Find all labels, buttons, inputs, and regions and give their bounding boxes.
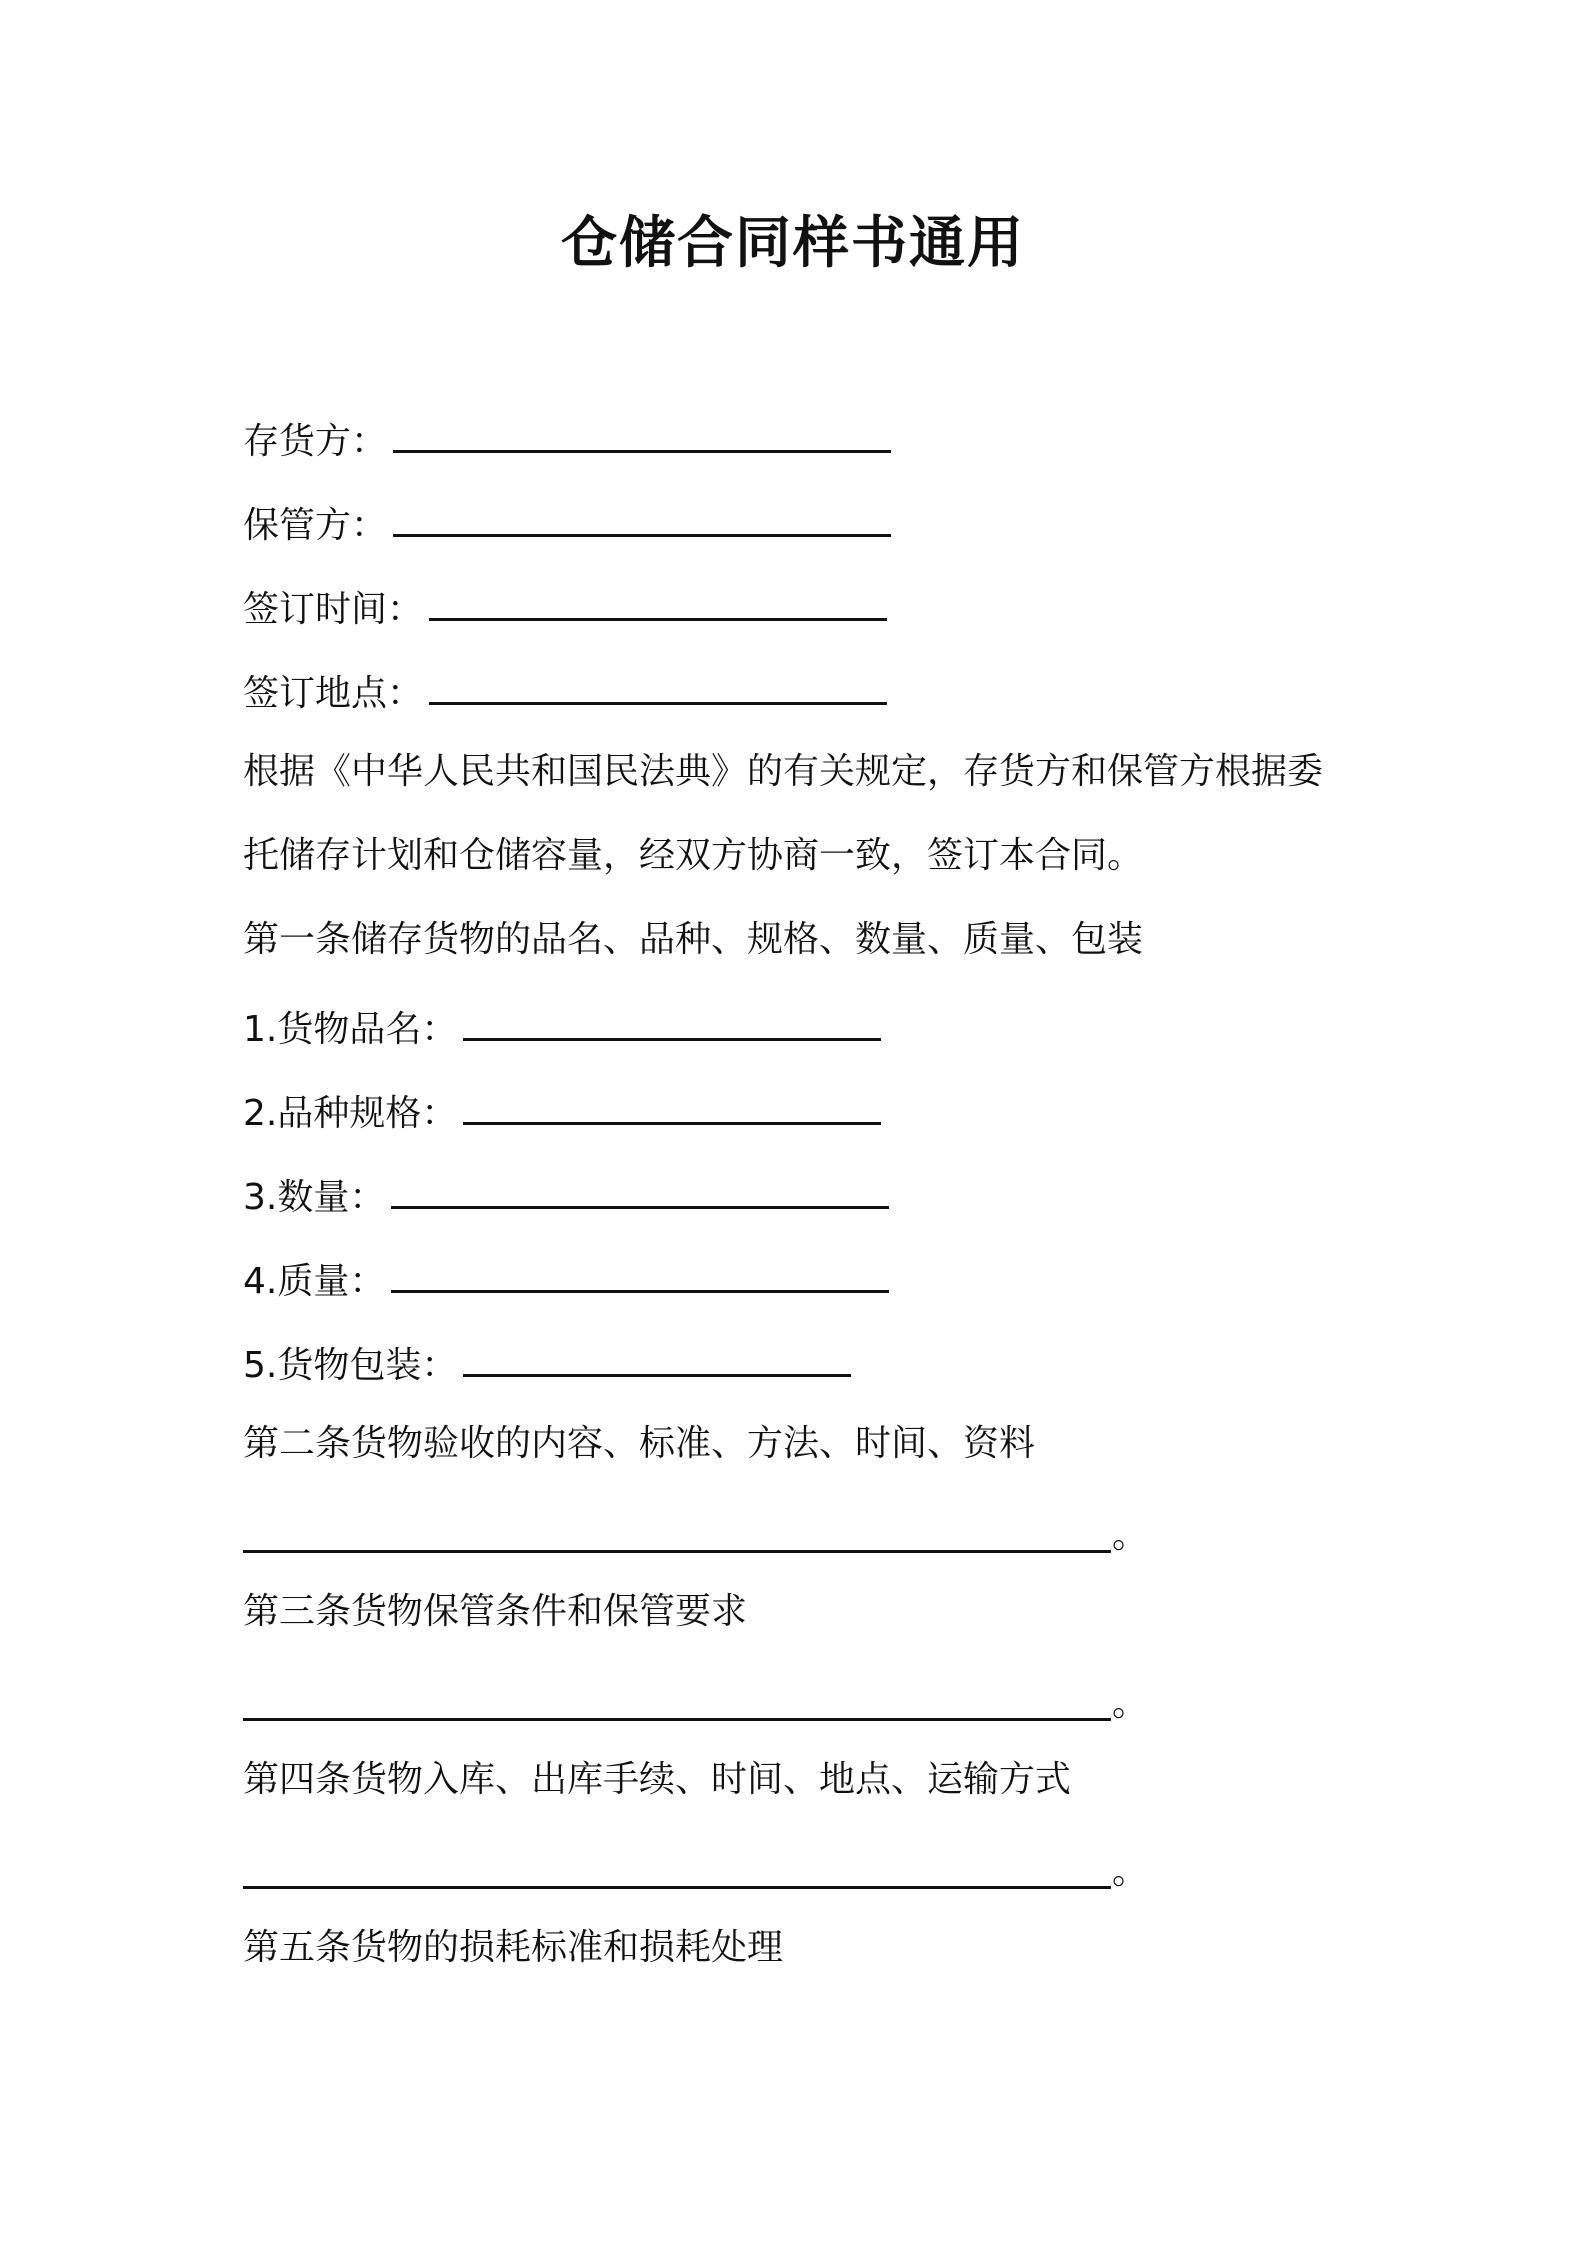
fill-blank bbox=[393, 496, 891, 537]
item-goods-name bbox=[243, 1000, 881, 1054]
document-title: 仓储合同样书通用 bbox=[561, 211, 1025, 276]
fill-blank bbox=[463, 1084, 881, 1125]
article-4-fill-blank bbox=[243, 1886, 1111, 1889]
article-4-heading: 第四条货物入库、出库手续、时间、地点、运输方式 bbox=[243, 1759, 1072, 1800]
field-custodian bbox=[243, 496, 891, 550]
field-signing-place bbox=[243, 664, 887, 718]
article-3-heading: 第三条货物保管条件和保管要求 bbox=[243, 1591, 748, 1632]
field-signing-date bbox=[243, 580, 887, 634]
article-2-fill-blank bbox=[243, 1550, 1111, 1553]
fill-blank bbox=[463, 1336, 851, 1377]
field-depositor bbox=[243, 412, 891, 466]
article-3-fill-blank bbox=[243, 1718, 1111, 1721]
fill-blank bbox=[391, 1252, 889, 1293]
item-label: 5.货物包装： bbox=[243, 1345, 458, 1386]
item-packaging bbox=[243, 1336, 851, 1390]
field-label: 签订地点： bbox=[243, 673, 424, 714]
fill-blank bbox=[429, 580, 887, 621]
field-label: 签订时间： bbox=[243, 589, 424, 630]
fill-blank bbox=[463, 1000, 881, 1041]
field-label: 存货方： bbox=[243, 421, 388, 462]
item-quantity bbox=[243, 1168, 889, 1222]
article-3-end-mark: 。 bbox=[1112, 1683, 1149, 1724]
item-label: 4.质量： bbox=[243, 1261, 386, 1302]
item-quality bbox=[243, 1252, 889, 1306]
article-1-heading: 第一条储存货物的品名、品种、规格、数量、质量、包装 bbox=[243, 919, 1144, 960]
item-variety-spec bbox=[243, 1084, 881, 1138]
article-2-end-mark: 。 bbox=[1112, 1515, 1149, 1556]
fill-blank bbox=[429, 664, 887, 705]
item-label: 1.货物品名： bbox=[243, 1009, 458, 1050]
item-label: 2.品种规格： bbox=[243, 1093, 458, 1134]
fill-blank bbox=[391, 1168, 889, 1209]
article-5-heading: 第五条货物的损耗标准和损耗处理 bbox=[243, 1927, 784, 1968]
article-2-heading: 第二条货物验收的内容、标准、方法、时间、资料 bbox=[243, 1423, 1036, 1464]
fill-blank bbox=[393, 412, 891, 453]
item-label: 3.数量： bbox=[243, 1177, 386, 1218]
preamble-line-1: 根据《中华人民共和国民法典》的有关规定，存货方和保管方根据委 bbox=[243, 751, 1324, 792]
preamble-line-2: 托储存计划和仓储容量，经双方协商一致，签订本合同。 bbox=[243, 835, 1144, 876]
article-4-end-mark: 。 bbox=[1112, 1851, 1149, 1892]
field-label: 保管方： bbox=[243, 505, 388, 546]
